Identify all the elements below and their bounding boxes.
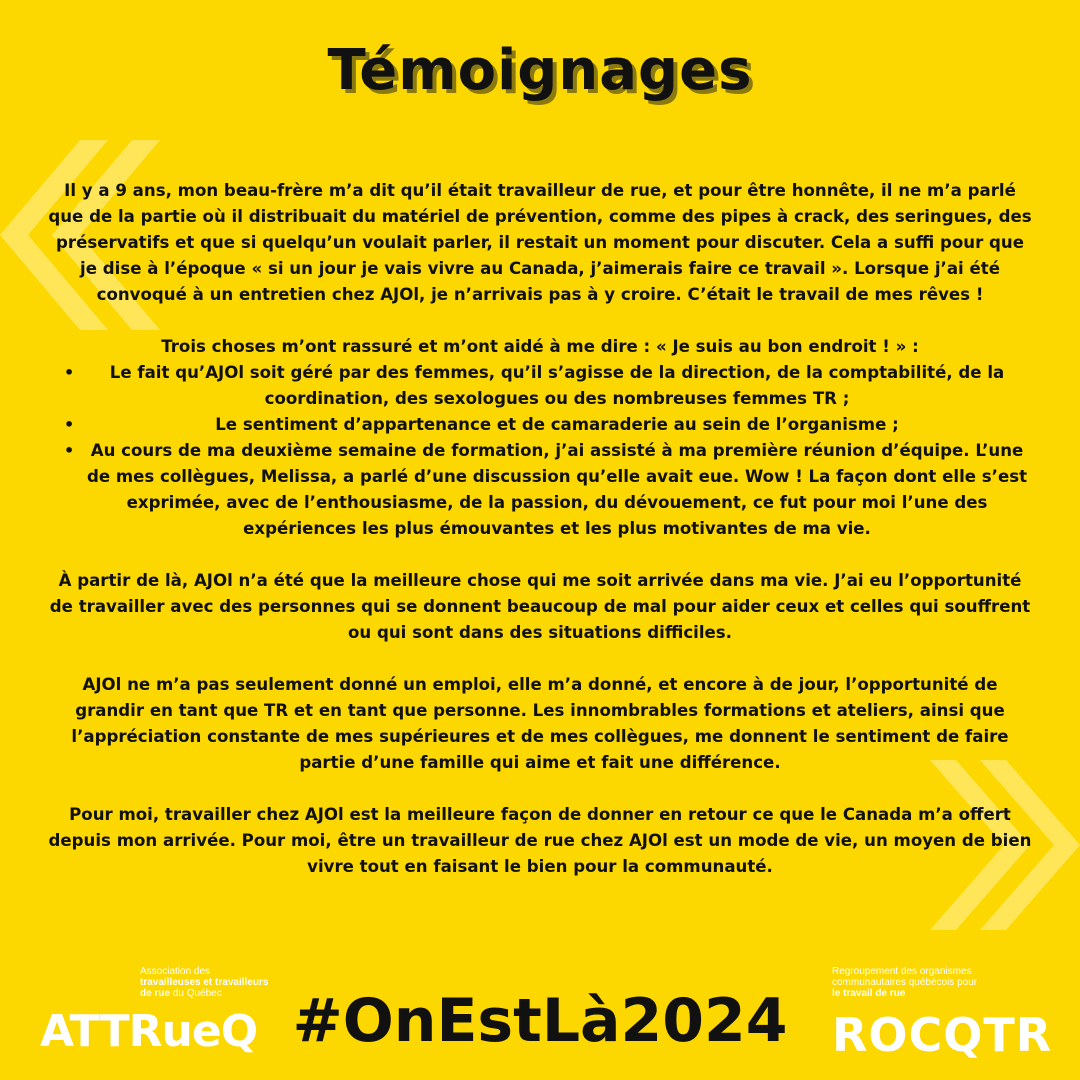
hashtag: #OnEstLà2024 — [292, 986, 788, 1056]
paragraph-intro: Il y a 9 ans, mon beau-frère m’a dit qu’il était travailleur de rue, et pour être honnête, il ne m’a parlé que de la partie où il distribuait du matériel de prévention, comme des pipes à crack, des seringues, des préservatifs et que si quelqu’un voulait parler, il restait un moment pour discuter. Cela a suffi pour que je dise à l’époque « si un jour je vais vivre au Canada, j’aimerais faire ce travail ». Lorsque j’ai été convoqué à un entretien chez AJOl, je n’arrivais pas à y croire. C’était le travail de mes rêves ! — [48, 181, 1032, 304]
reasons-list — [48, 360, 1032, 542]
list-item — [48, 412, 1032, 438]
bullet-icon: • — [64, 363, 75, 382]
list-item — [48, 438, 1032, 542]
rocqtr-logo — [832, 966, 1052, 1066]
attrueq-caption: Association des travailleuses et travailleurs de rue du Québec — [140, 966, 269, 999]
page-title: Témoignages — [327, 38, 753, 103]
paragraph-growth: AJOl ne m’a pas seulement donné un emploi, elle m’a donné, et encore à de jour, l’opportunité de grandir en tant que TR et en tant que personne. Les innombrables formations et ateliers, ainsi que l’appréciation constante de mes supérieures et de mes collègues, me donnent le sentiment de faire partie d’une famille qui aime et fait une différence. — [71, 675, 1009, 772]
list-item-text: Le sentiment d’appartenance et de camaraderie au sein de l’organisme ; — [215, 415, 899, 434]
paragraph-conclusion: Pour moi, travailler chez AJOl est la meilleure façon de donner en retour ce que le Canada m’a offert depuis mon arrivée. Pour moi, être un travailleur de rue chez AJOl est un mode de vie, un moyen de bien vivre tout en faisant le bien pour la communauté. — [48, 805, 1032, 876]
list-intro: Trois choses m’ont rassuré et m’ont aidé à me dire : « Je suis au bon endroit ! » : — [161, 337, 919, 356]
list-item-text: Au cours de ma deuxième semaine de formation, j’ai assisté à ma première réunion d’équipe. L’une de mes collègues, Melissa, a parlé d’une discussion qu’elle avait eue. Wow ! La façon dont elle s’est exprimée, avec de l’enthousiasme, de la passion, du dévouement, ce fut pour moi l’une des expériences les plus émouvantes et les plus motivantes de ma vie. — [86, 441, 1028, 538]
attrueq-wordmark: ATTRueQ — [40, 1006, 258, 1057]
rocqtr-wordmark: ROCQTR — [832, 1008, 1053, 1062]
bullet-icon: • — [64, 441, 75, 460]
list-item — [48, 360, 1032, 412]
testimonial-body — [48, 178, 1032, 906]
paragraph-since: À partir de là, AJOl n’a été que la meilleure chose qui me soit arrivée dans ma vie. J’ai eu l’opportunité de travailler avec des personnes qui se donnent beaucoup de mal pour aider ceux et celles qui souffrent ou qui sont dans des situations difficiles. — [49, 571, 1031, 642]
bullet-icon: • — [64, 415, 75, 434]
list-item-text: Le fait qu’AJOl soit géré par des femmes, qu’il s’agisse de la direction, de la comptabilité, de la coordination, des sexologues ou des nombreuses femmes TR ; — [109, 363, 1005, 408]
rocqtr-caption: Regroupement des organismes communautaires québécois pour le travail de rue — [832, 966, 978, 999]
